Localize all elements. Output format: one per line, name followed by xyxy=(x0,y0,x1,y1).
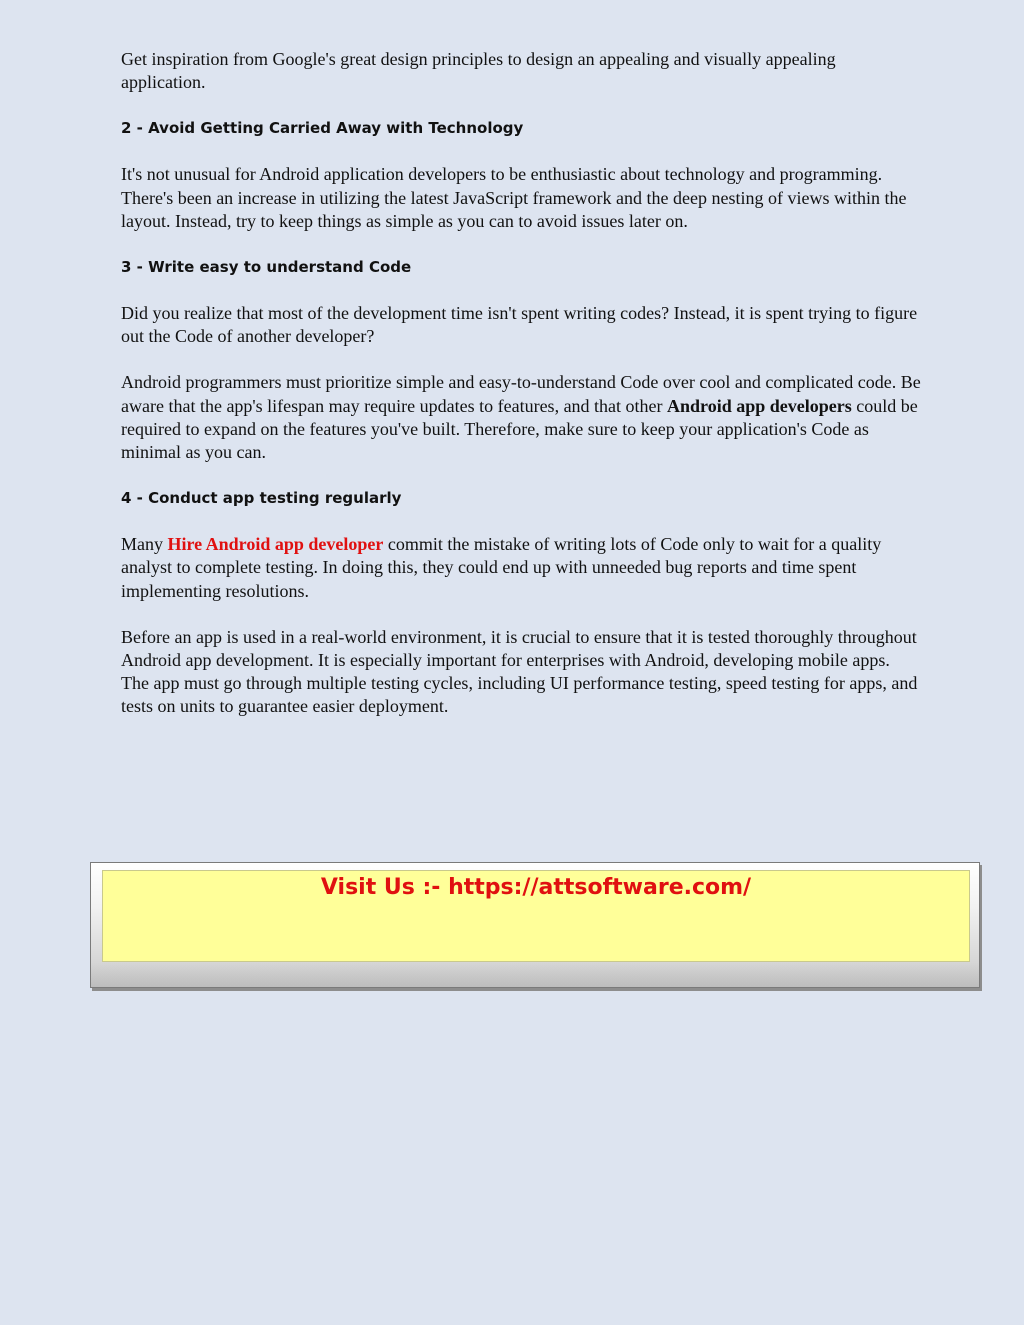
section-2-paragraph: It's not unusual for Android application developers to be enthusiastic about technology and programming. There's been an increase in utilizing the latest JavaScript framework and the deep nesting of views within the layout. Instead, try to keep things as simple as you can to avoid issues later on. xyxy=(121,164,907,231)
section-2-heading: 2 - Avoid Getting Carried Away with Technology xyxy=(121,119,524,138)
section-3-heading: 3 - Write easy to understand Code xyxy=(121,258,412,277)
section-4-paragraph-1-start: Many xyxy=(121,534,168,555)
section-3-paragraph-2-end: could be required to expand on the features you've built. Therefore, make sure to keep your application's Code as minimal as you can. xyxy=(121,395,918,463)
section-4-paragraph-1 xyxy=(121,533,921,603)
section-4-paragraph-2: Before an app is used in a real-world environment, it is crucial to ensure that it is tested thoroughly throughout Android app development. It is especially important for enterprises with Android, developing mobile apps. The app must go through multiple testing cycles, including UI performance testing, speed testing for apps, and tests on units to guarantee easier deployment. xyxy=(121,626,918,717)
visit-us-banner xyxy=(90,862,980,988)
visit-us-banner-inner xyxy=(102,870,970,962)
section-4-paragraph-1-end: commit the mistake of writing lots of Code only to wait for a quality analyst to complete testing. In doing this, they could end up with unneeded bug reports and time spent implementing resolutions. xyxy=(121,534,882,601)
hire-android-app-developer-link[interactable]: Hire Android app developer xyxy=(167,534,384,555)
article-body xyxy=(121,48,921,719)
visit-us-link[interactable]: Visit Us :- https://attsoftware.com/ xyxy=(320,875,752,900)
section-3-paragraph-2 xyxy=(121,371,921,464)
intro-paragraph: Get inspiration from Google's great design principles to design an appealing and visually appealing application. xyxy=(121,49,836,93)
section-4-heading: 4 - Conduct app testing regularly xyxy=(121,489,402,508)
section-3-paragraph-2-start: Android programmers must prioritize simple and easy-to-understand Code over cool and complicated code. Be aware that the app's lifespan may require updates to features, and that other xyxy=(121,372,921,416)
android-app-developers-bold: Android app developers xyxy=(667,395,852,416)
section-3-paragraph-1: Did you realize that most of the development time isn't spent writing codes? Instead, it is spent trying to figure out the Code of another developer? xyxy=(121,303,918,347)
